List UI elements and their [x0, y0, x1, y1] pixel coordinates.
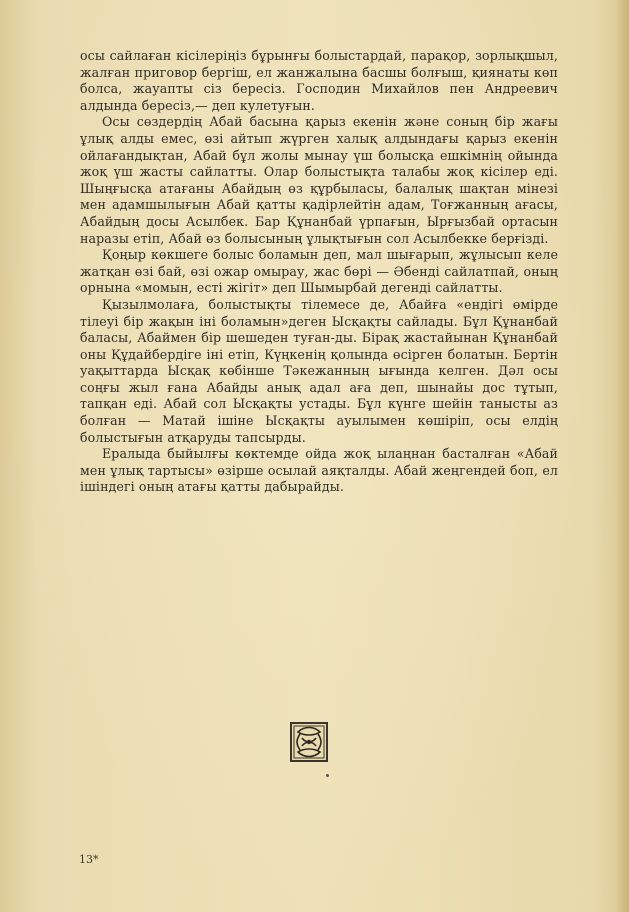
paragraph-4: Қызылмолаға, болыстықты тілемесе де, Абайға «ендігі өмірде тілеуі бір жақын іні боламын»деген Ысқақты сайлады. Бұл Құнанбай баласы, Абаймен бір шешеден туған-ды. Бірақ жастайынан Құнанбай оны Құдайбердіге іні етіп, Күңкенің қолында өсірген болатын. Бертін уақыттарда Ысқақ көбінше Тәкежанның ығында келген. Дәл осы соңғы жыл ғана Абайды анық адал аға деп, шынайы дос тұтып, тапқан еді. Абай сол Ысқақты устады. Бұл күнге шейін танысты аз болған — Матай ішіне Ысқақты ауылымен көшіріп, осы елдің болыстығын атқаруды тапсырды. — [80, 296, 558, 445]
paragraph-1: осы сайлаған кісілеріңіз бұрынғы болыстардай, парақор, зорлықшыл, жалған приговор бергіш, ел жанжалына басшы болғыш, қиянаты көп болса, жауапты сіз бересіз. Господин Михайлов пен Андреевич алдында бересіз,— деп кулетуғын. — [80, 48, 558, 113]
paragraph-5: Ералыда быйылғы көктемде ойда жоқ ылаңнан басталған «Абай мен ұлық тартысы» өзірше осылай аяқталды. Абай жеңгендей боп, ел ішіндегі оның атағы қатты дабырайды. — [80, 446, 558, 495]
ink-dot — [326, 774, 329, 777]
paragraph-3: Қоңыр көкшеге болыс боламын деп, мал шығарып, жұлысып келе жатқан өзі бай, өзі ожар омырау, жас бөрі — Әбенді сайлатпай, оның орнына «момын, есті жігіт» деп Шымырбай дегенді сайлатты. — [80, 247, 558, 296]
paragraph-2: Осы сөздердің Абай басына қарыз екенін және соның бір жағы ұлық алды емес, өзі айтып жүрген халық алдындағы қарыз екенін ойлағандықтан, Абай бұл жолы мынау үш болысқа ешкімнің ойында жоқ үш жасты сайлатты. Олар болыстықта талабы жоқ кісілер еді. Шыңғысқа атағаны Абайдың өз құрбыласы, балалық шақтан мінезі мен адамшылығын Абай қатты қадірлейтін адам, Тоғжанның ағасы, Абайдың досы Асылбек. Бар Құнанбай үрпағын, Ырғызбай ортасын наразы етіп, Абай өз болысының ұлықтығын сол Асылбекке берғізді. — [80, 114, 558, 246]
page-text — [80, 48, 558, 496]
celtic-knot-ornament-icon — [290, 722, 328, 762]
page-number: 13* — [79, 853, 99, 866]
